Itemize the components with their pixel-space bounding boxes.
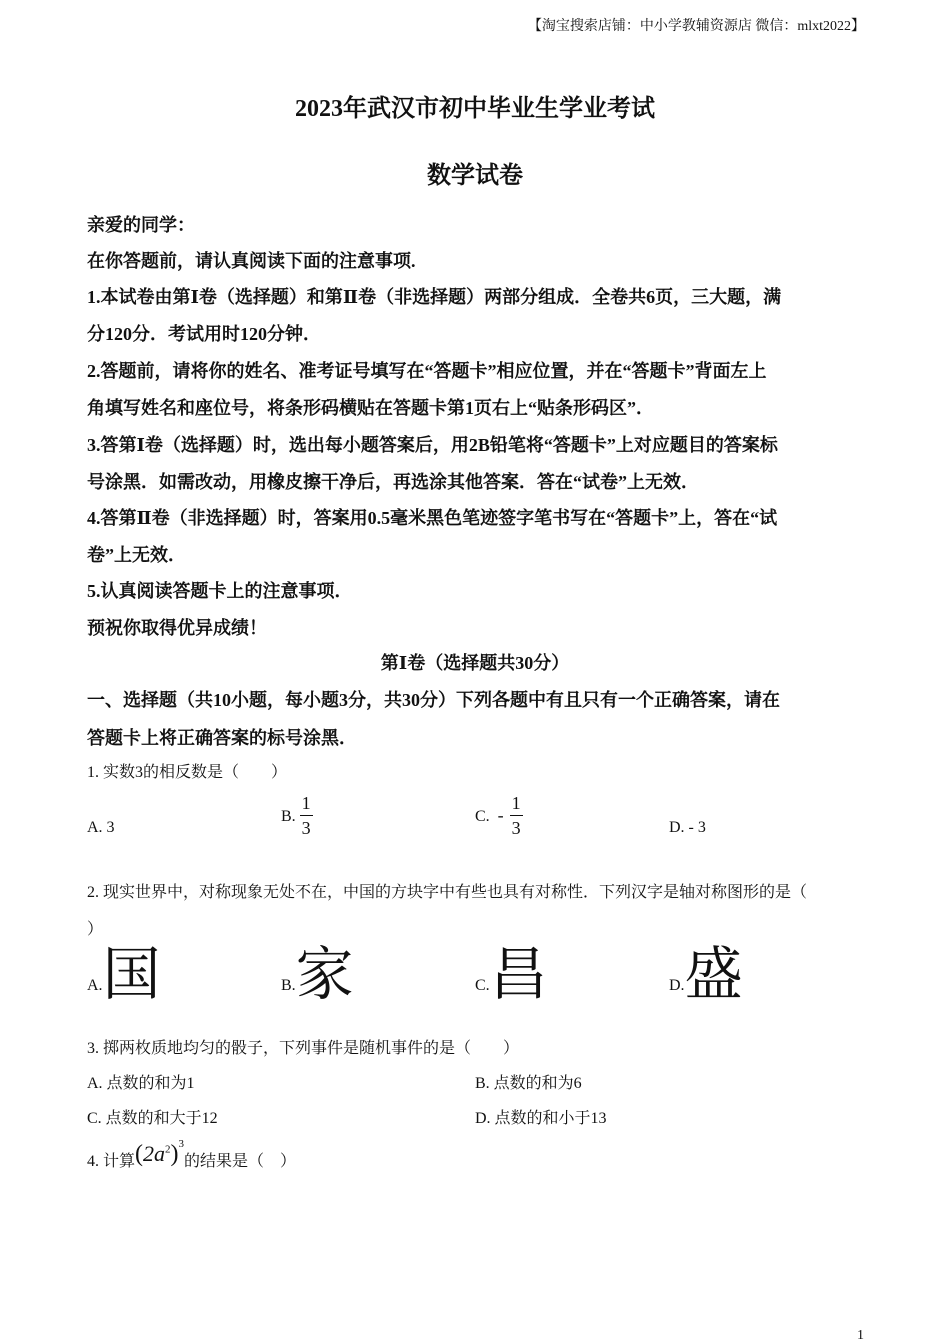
minus-sign: - <box>497 805 504 825</box>
question-1-stem: 1. 实数3的相反数是（ ） <box>87 764 288 781</box>
q2-option-d <box>669 940 743 1008</box>
exam-subtitle: 数学试卷 <box>427 163 523 189</box>
q1-option-b-label: B. <box>281 807 296 825</box>
q2-option-label: B. <box>281 977 296 994</box>
q1-option-a: A. 3 <box>87 819 115 836</box>
q4-outer-exponent: 3 <box>178 1137 185 1150</box>
page-number: 1 <box>857 1328 864 1343</box>
q1-option-c-label: C. <box>475 807 490 825</box>
section-title: 第Ⅰ卷（选择题共30分） <box>380 653 570 673</box>
intro-line: 3.答第Ⅰ卷（选择题）时，选出每小题答案后，用2B铅笔将“答题卡”上对应题目的答案标 <box>87 435 778 455</box>
intro-line: 4.答第Ⅱ卷（非选择题）时，答案用0.5毫米黑色笔迹签字笔书写在“答题卡”上，答在“试 <box>87 508 778 528</box>
q2-option-char: 国 <box>102 940 161 1008</box>
intro-greeting: 亲爱的同学： <box>87 215 195 235</box>
question-3-stem: 3. 掷两枚质地均匀的骰子，下列事件是随机事件的是（ ） <box>87 1040 520 1057</box>
q3-option-c: C. 点数的和大于12 <box>87 1110 218 1127</box>
fraction-denominator: 3 <box>301 818 311 838</box>
intro-line: 5.认真阅读答题卡上的注意事项． <box>87 581 353 601</box>
q2-option-label: D. <box>669 977 685 994</box>
q4-stem-prefix: 4. 计算 <box>87 1153 136 1170</box>
q2-option-label: A. <box>87 977 103 994</box>
q4-expression-base: 2a <box>143 1141 166 1166</box>
intro-line: 1.本试卷由第Ⅰ卷（选择题）和第Ⅱ卷（非选择题）两部分组成．全卷共6页，三大题，满 <box>87 287 782 307</box>
q2-option-char: 家 <box>295 940 354 1008</box>
q2-option-a <box>87 940 161 1008</box>
q1-option-d: D. - 3 <box>669 819 706 836</box>
q1-option-b-fraction <box>300 794 313 837</box>
q2-option-b <box>281 940 354 1008</box>
q1-option-c <box>475 794 523 837</box>
section-instruction: 一、选择题（共10小题，每小题3分，共30分）下列各题中有且只有一个正确答案，请在 <box>87 690 780 710</box>
header-note: 【淘宝搜索店铺：中小学教辅资源店 微信：mlxt2022】 <box>527 19 865 34</box>
q2-option-char: 盛 <box>684 940 743 1008</box>
intro-line: 角填写姓名和座位号，将条形码横贴在答题卡第1页右上“贴条形码区”． <box>87 398 654 418</box>
q4-inner-exponent: 2 <box>165 1143 171 1156</box>
question-2-stem-end: ） <box>87 921 104 938</box>
q1-option-b <box>281 794 313 837</box>
q1-option-c-fraction <box>510 794 523 837</box>
exam-title: 2023年武汉市初中毕业生学业考试 <box>295 96 655 122</box>
question-4-stem <box>87 1138 296 1171</box>
q2-option-c <box>475 940 548 1008</box>
fraction-denominator: 3 <box>511 818 521 838</box>
intro-line: 分120分．考试用时120分钟． <box>87 324 321 344</box>
fraction-numerator: 1 <box>510 794 523 816</box>
intro-line: 卷”上无效． <box>87 545 186 565</box>
q3-option-d: D. 点数的和小于13 <box>475 1110 607 1127</box>
q4-stem-suffix: 的结果是（ ） <box>184 1153 297 1170</box>
q3-option-a: A. 点数的和为1 <box>87 1075 195 1092</box>
intro-line: 号涂黑．如需改动，用橡皮擦干净后，再选涂其他答案．答在“试卷”上无效． <box>87 472 699 492</box>
fraction-numerator: 1 <box>300 794 313 816</box>
q2-option-char: 昌 <box>489 940 548 1008</box>
q3-option-b: B. 点数的和为6 <box>475 1075 582 1092</box>
intro-line: 预祝你取得优异成绩！ <box>87 618 267 638</box>
q4-expression: $(2a^2)^3$ <box>135 1137 185 1167</box>
question-2-stem: 2. 现实世界中，对称现象无处不在，中国的方块字中有些也具有对称性．下列汉字是轴对称图形的是（ <box>87 884 808 901</box>
intro-line: 2.答题前，请将你的姓名、准考证号填写在“答题卡”相应位置，并在“答题卡”背面左上 <box>87 361 767 381</box>
intro-line: 在你答题前，请认真阅读下面的注意事项. <box>87 251 416 271</box>
q2-option-label: C. <box>475 977 490 994</box>
section-instruction: 答题卡上将正确答案的标号涂黑． <box>87 728 357 748</box>
